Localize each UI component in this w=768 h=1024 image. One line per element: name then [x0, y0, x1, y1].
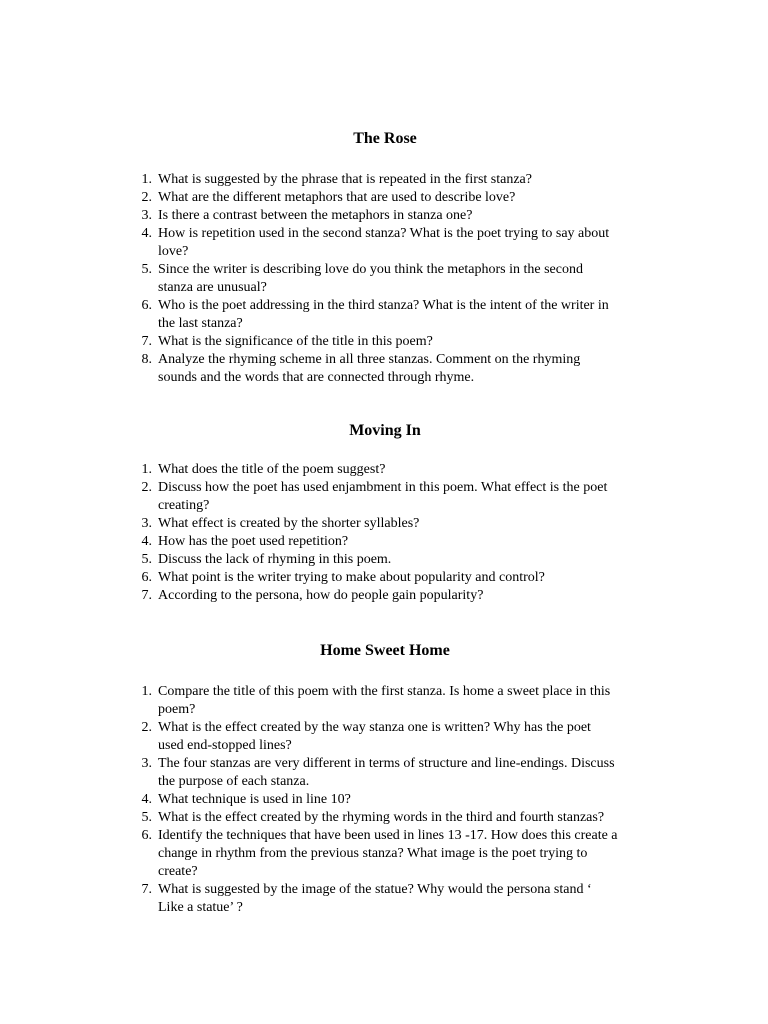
section-home-sweet-home — [0, 641, 768, 917]
item-line: Like a statue’ ? — [158, 900, 243, 915]
item-line: What is suggested by the phrase that is repeated in the first stanza? — [158, 172, 532, 187]
question-list — [0, 171, 768, 387]
list-item — [0, 533, 650, 551]
item-line: stanza are unusual? — [158, 280, 267, 295]
question-list — [0, 461, 768, 605]
item-number: 5. — [141, 262, 152, 277]
item-line: create? — [158, 864, 198, 879]
item-number: 7. — [141, 588, 152, 603]
list-item — [0, 207, 650, 225]
list-item — [0, 189, 650, 207]
item-line: poem? — [158, 702, 196, 717]
item-number: 4. — [141, 226, 152, 241]
item-line: Identify the techniques that have been used in lines 13 -17. How does this create a — [158, 828, 618, 843]
section-title: Home Sweet Home — [320, 642, 450, 659]
list-item — [0, 587, 650, 605]
item-number: 1. — [141, 462, 152, 477]
section-title: Moving In — [349, 422, 421, 439]
item-line: What is suggested by the image of the statue? Why would the persona stand ‘ — [158, 882, 592, 897]
section-title: The Rose — [353, 130, 417, 147]
item-number: 6. — [141, 570, 152, 585]
item-number: 6. — [141, 298, 152, 313]
item-line: Discuss how the poet has used enjambment in this poem. What effect is the poet — [158, 480, 608, 495]
item-line: change in rhythm from the previous stanza? What image is the poet trying to — [158, 846, 588, 861]
item-number: 3. — [141, 208, 152, 223]
item-line: What is the effect created by the rhyming words in the third and fourth stanzas? — [158, 810, 605, 825]
list-item — [0, 351, 650, 387]
item-line: Since the writer is describing love do you think the metaphors in the second — [158, 262, 583, 277]
item-line: What is the significance of the title in this poem? — [158, 334, 433, 349]
item-line: What does the title of the poem suggest? — [158, 462, 386, 477]
item-number: 8. — [141, 352, 152, 367]
item-number: 7. — [141, 334, 152, 349]
item-line: the last stanza? — [158, 316, 243, 331]
item-number: 1. — [141, 684, 152, 699]
item-line: Who is the poet addressing in the third stanza? What is the intent of the writer in — [158, 298, 609, 313]
item-line: What effect is created by the shorter syllables? — [158, 516, 420, 531]
item-line: What technique is used in line 10? — [158, 792, 351, 807]
item-line: What are the different metaphors that are used to describe love? — [158, 190, 516, 205]
item-number: 4. — [141, 534, 152, 549]
item-number: 3. — [141, 516, 152, 531]
item-number: 6. — [141, 828, 152, 843]
item-number: 5. — [141, 552, 152, 567]
item-line: love? — [158, 244, 189, 259]
item-number: 4. — [141, 792, 152, 807]
item-line: the purpose of each stanza. — [158, 774, 310, 789]
item-number: 2. — [141, 720, 152, 735]
list-item — [0, 461, 650, 479]
item-line: How has the poet used repetition? — [158, 534, 349, 549]
list-item — [0, 171, 650, 189]
list-item — [0, 683, 650, 719]
item-line: Discuss the lack of rhyming in this poem. — [158, 552, 392, 567]
item-line: sounds and the words that are connected through rhyme. — [158, 370, 475, 385]
item-line: Compare the title of this poem with the first stanza. Is home a sweet place in this — [158, 684, 611, 699]
list-item — [0, 297, 650, 333]
list-item — [0, 755, 650, 791]
list-item — [0, 261, 650, 297]
item-line: creating? — [158, 498, 210, 513]
item-line: used end-stopped lines? — [158, 738, 292, 753]
section-moving-in — [0, 421, 768, 605]
list-item — [0, 515, 650, 533]
list-item — [0, 809, 650, 827]
list-item — [0, 569, 650, 587]
list-item — [0, 225, 650, 261]
item-number: 2. — [141, 190, 152, 205]
list-item — [0, 827, 650, 881]
item-line: What point is the writer trying to make about popularity and control? — [158, 570, 545, 585]
list-item — [0, 719, 650, 755]
item-line: The four stanzas are very different in terms of structure and line-endings. Discuss — [158, 756, 615, 771]
item-number: 3. — [141, 756, 152, 771]
list-item — [0, 551, 650, 569]
item-line: Is there a contrast between the metaphors in stanza one? — [158, 208, 473, 223]
list-item — [0, 479, 650, 515]
item-number: 1. — [141, 172, 152, 187]
item-line: How is repetition used in the second stanza? What is the poet trying to say about — [158, 226, 610, 241]
item-line: What is the effect created by the way stanza one is written? Why has the poet — [158, 720, 591, 735]
item-line: According to the persona, how do people gain popularity? — [158, 588, 484, 603]
list-item — [0, 791, 650, 809]
item-number: 7. — [141, 882, 152, 897]
list-item — [0, 333, 650, 351]
section-the-rose — [0, 129, 768, 387]
item-line: Analyze the rhyming scheme in all three stanzas. Comment on the rhyming — [158, 352, 581, 367]
list-item — [0, 881, 650, 917]
question-list — [0, 683, 768, 917]
item-number: 2. — [141, 480, 152, 495]
item-number: 5. — [141, 810, 152, 825]
